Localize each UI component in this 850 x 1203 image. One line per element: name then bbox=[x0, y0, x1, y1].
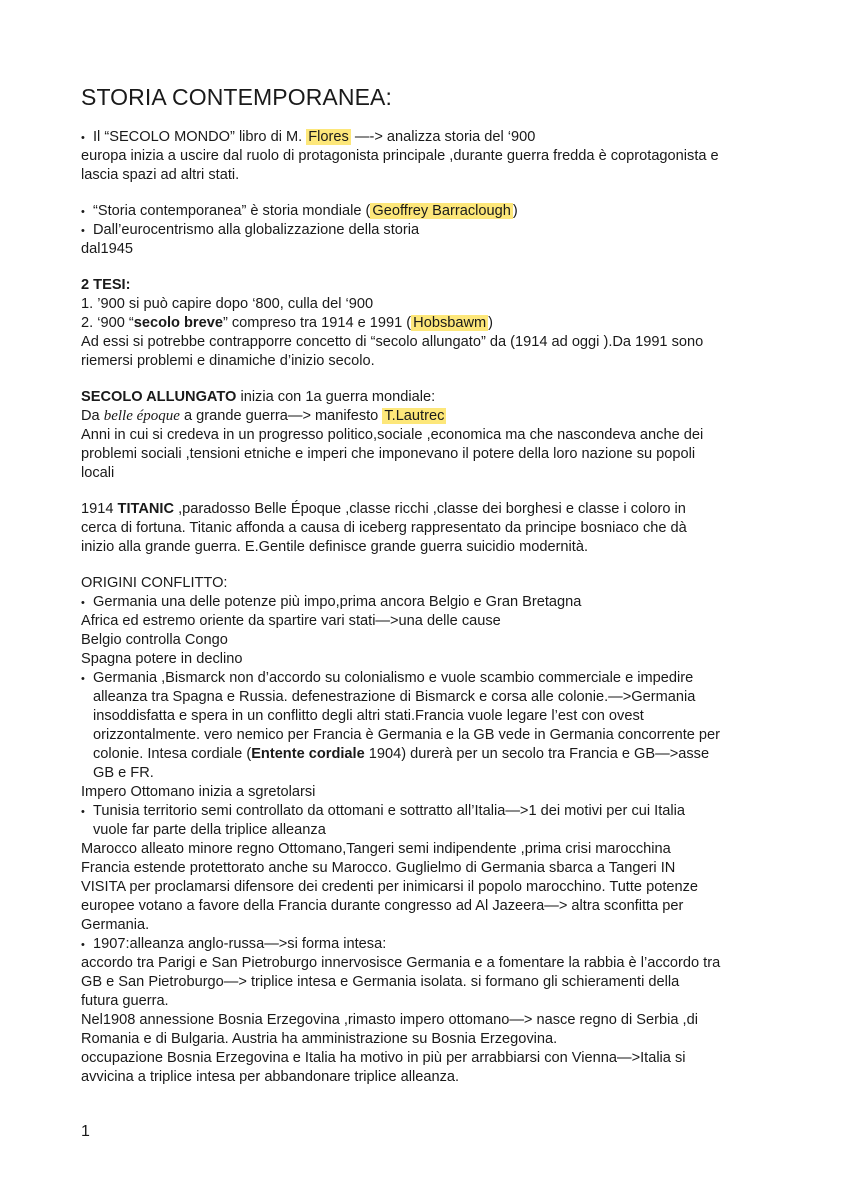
titanic-line: 1914 TITANIC ,paradosso Belle Époque ,classe ricchi ,classe dei borghesi e classe i coloro in bbox=[81, 501, 686, 517]
highlight-barraclough: Geoffrey Barraclough bbox=[372, 203, 511, 219]
belle-epoque-line: Da belle époque a grande guerra—> manifesto T.Lautrec bbox=[81, 408, 445, 424]
text-line: Germania. bbox=[81, 917, 150, 933]
text-line: lascia spazi ad altri stati. bbox=[81, 167, 240, 183]
text-line: locali bbox=[81, 465, 115, 481]
text-line: riemersi problemi e dinamiche d’inizio secolo. bbox=[81, 353, 375, 369]
text-line: problemi sociali ,tensioni etniche e imperi che imponevano il potere della loro nazione su popoli bbox=[81, 446, 696, 462]
text-line: Impero Ottomano inizia a sgretolarsi bbox=[81, 784, 316, 800]
bullet-germania-potenze: • Germania una delle potenze più impo,prima ancora Belgio e Gran Bretagna bbox=[81, 594, 582, 610]
text-line: GB e San Pietroburgo—> triplice intesa e Germania isolata. si formano gli schieramenti della bbox=[81, 974, 680, 990]
text-line: Africa ed estremo oriente da spartire vari stati—>una delle cause bbox=[81, 613, 501, 629]
text-line: occupazione Bosnia Erzegovina e Italia ha motivo in più per arrabbiarsi con Vienna—>Italia si bbox=[81, 1050, 686, 1066]
text-line: futura guerra. bbox=[81, 993, 169, 1009]
text-line: Francia estende protettorato anche su Marocco. Guglielmo di Germania sbarca a Tangeri IN bbox=[81, 860, 676, 876]
bullet-storia-mondiale: • “Storia contemporanea” è storia mondiale ( Geoffrey Barraclough ) bbox=[81, 203, 518, 219]
bullet-eurocentrismo: • Dall’eurocentrismo alla globalizzazione della storia bbox=[81, 222, 420, 238]
text-line: Marocco alleato minore regno Ottomano,Tangeri semi indipendente ,prima crisi marocchina bbox=[81, 841, 671, 857]
list-item-tesi-2: 2. ‘900 “secolo breve” compreso tra 1914 e 1991 ( Hobsbawm ) bbox=[81, 315, 494, 331]
highlight-lautrec: T.Lautrec bbox=[384, 408, 445, 424]
text-line: europa inizia a uscire dal ruolo di protagonista principale ,durante guerra fredda è coprotagonista e bbox=[81, 148, 719, 164]
text-line: dal1945 bbox=[81, 241, 133, 257]
text-line: alleanza tra Spagna e Russia. defenestrazione di Bismarck e corsa alle colonie.—>Germania bbox=[93, 689, 696, 705]
text-line: inizio alla grande guerra. E.Gentile definisce grande guerra suicidio modernità. bbox=[81, 539, 589, 555]
text-line: Romania e di Bulgaria. Austria ha amministrazione su Bosnia Erzegovina. bbox=[81, 1031, 558, 1047]
text-line: Anni in cui si credeva in un progresso politico,sociale ,economica ma che nascondeva anche dei bbox=[81, 427, 704, 443]
text-line: cerca di fortuna. Titanic affonda a causa di iceberg rappresentato da principe bosniaco che dà bbox=[81, 520, 687, 536]
text-line: Belgio controlla Congo bbox=[81, 632, 228, 648]
entente-cordiale-line: colonie. Intesa cordiale (Entente cordiale 1904) durerà per un secolo tra Francia e GB—>asse bbox=[93, 746, 710, 762]
page-title: STORIA CONTEMPORANEA: bbox=[81, 84, 392, 110]
section-heading-tesi: 2 TESI: bbox=[81, 277, 131, 293]
bullet-1907: • 1907:alleanza anglo-russa—>si forma intesa: bbox=[81, 936, 387, 952]
text-line: insoddisfatta e spera in un conflitto degli altri stati.Francia vuole legare l’est con ovest bbox=[93, 708, 644, 724]
text-line: accordo tra Parigi e San Pietroburgo innervosisce Germania e a fomentare la rabbia è l’accordo tra bbox=[81, 955, 721, 971]
text-line: Nel1908 annessione Bosnia Erzegovina ,rimasto impero ottomano—> nasce regno di Serbia ,di bbox=[81, 1012, 698, 1028]
bullet-secolo-mondo: • Il “SECOLO MONDO” libro di M. Flores —-> analizza storia del ‘900 bbox=[81, 128, 535, 147]
list-item-tesi-1: 1. ’900 si può capire dopo ‘800, culla del ‘900 bbox=[81, 296, 374, 312]
text-line: orizzontalmente. vero nemico per Francia è Germania e la GB vede in Germania concorrente per bbox=[93, 727, 721, 743]
text-line: Spagna potere in declino bbox=[81, 651, 243, 667]
bullet-tunisia: • Tunisia territorio semi controllato da ottomani e sottratto all’Italia—>1 dei motivi per cui Italia bbox=[81, 803, 685, 819]
text-line: europee votano a favore della Francia durante congresso ad Al Jazeera—> altra sconfitta per bbox=[81, 898, 684, 914]
text-line: vuole far parte della triplice alleanza bbox=[93, 822, 326, 838]
highlight-hobsbawm: Hobsbawm bbox=[413, 315, 487, 331]
text-line: GB e FR. bbox=[93, 765, 154, 781]
text-line: VISITA per proclamarsi difensore dei credenti per inimicarsi il popolo marocchino. Tutte potenze bbox=[81, 879, 699, 895]
highlight-flores: Flores bbox=[308, 129, 349, 145]
page-number: 1 bbox=[81, 1123, 90, 1140]
text-line: Ad essi si potrebbe contrapporre concetto di “secolo allungato” da (1914 ad oggi ).Da 1991 sono bbox=[81, 334, 704, 350]
section-heading-origini: ORIGINI CONFLITTO: bbox=[81, 575, 228, 591]
bullet-glyph: • bbox=[81, 132, 85, 144]
secolo-allungato-line: SECOLO ALLUNGATO inizia con 1a guerra mondiale: bbox=[81, 389, 436, 405]
bullet-germania-bismarck: • Germania ,Bismarck non d’accordo su colonialismo e vuole scambio commerciale e impedire bbox=[81, 670, 694, 686]
text-line: avvicina a triplice intesa per abbandonare triplice alleanza. bbox=[81, 1069, 460, 1085]
